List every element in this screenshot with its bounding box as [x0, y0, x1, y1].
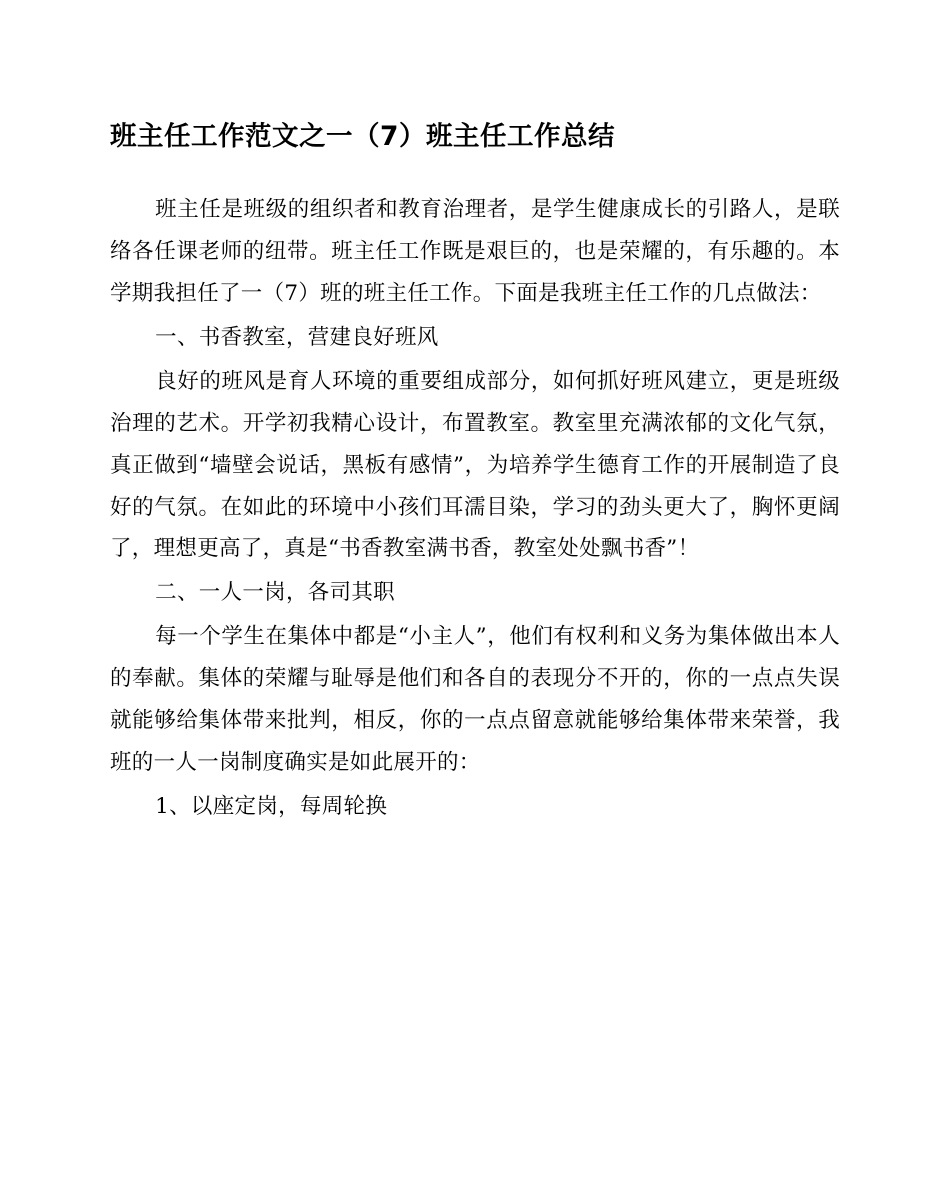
page-title: 班主任工作范文之一（7）班主任工作总结 [110, 121, 615, 152]
paragraph-heading-one: 一、书香教室，营建良好班风 [155, 324, 439, 350]
paragraph-intro: 班主任是班级的组织者和教育治理者，是学生健康成长的引路人，是联络各任课老师的纽带。班主任工作既是艰巨的，也是荣耀的，有乐趣的。本学期我担任了一（7）班的班主任工作。下面是我班主任工作的几点做法： [110, 197, 840, 306]
paragraph-heading-two: 二、一人一岗，各司其职 [155, 580, 395, 606]
paragraph-section-one-body: 良好的班风是育人环境的重要组成部分，如何抓好班风建立，更是班级治理的艺术。开学初我精心设计，布置教室。教室里充满浓郁的文化气氛，真正做到“墙壁会说话，黑板有感情”，为培养学生德育工作的开展制造了良好的气氛。在如此的环境中小孩们耳濡目染，学习的劲头更大了，胸怀更阔了，理想更高了，真是“书香教室满书香，教室处处飘书香”！ [110, 368, 840, 562]
paragraph-section-two-body: 每一个学生在集体中都是“小主人”，他们有权利和义务为集体做出本人的奉献。集体的荣耀与耻辱是他们和各自的表现分不开的，你的一点点失误就能够给集体带来批判，相反，你的一点点留意就能够给集体带来荣誉，我班的一人一岗制度确实是如此展开的： [110, 624, 840, 776]
paragraph-list-item-one: 1、以座定岗，每周轮换 [155, 794, 388, 819]
